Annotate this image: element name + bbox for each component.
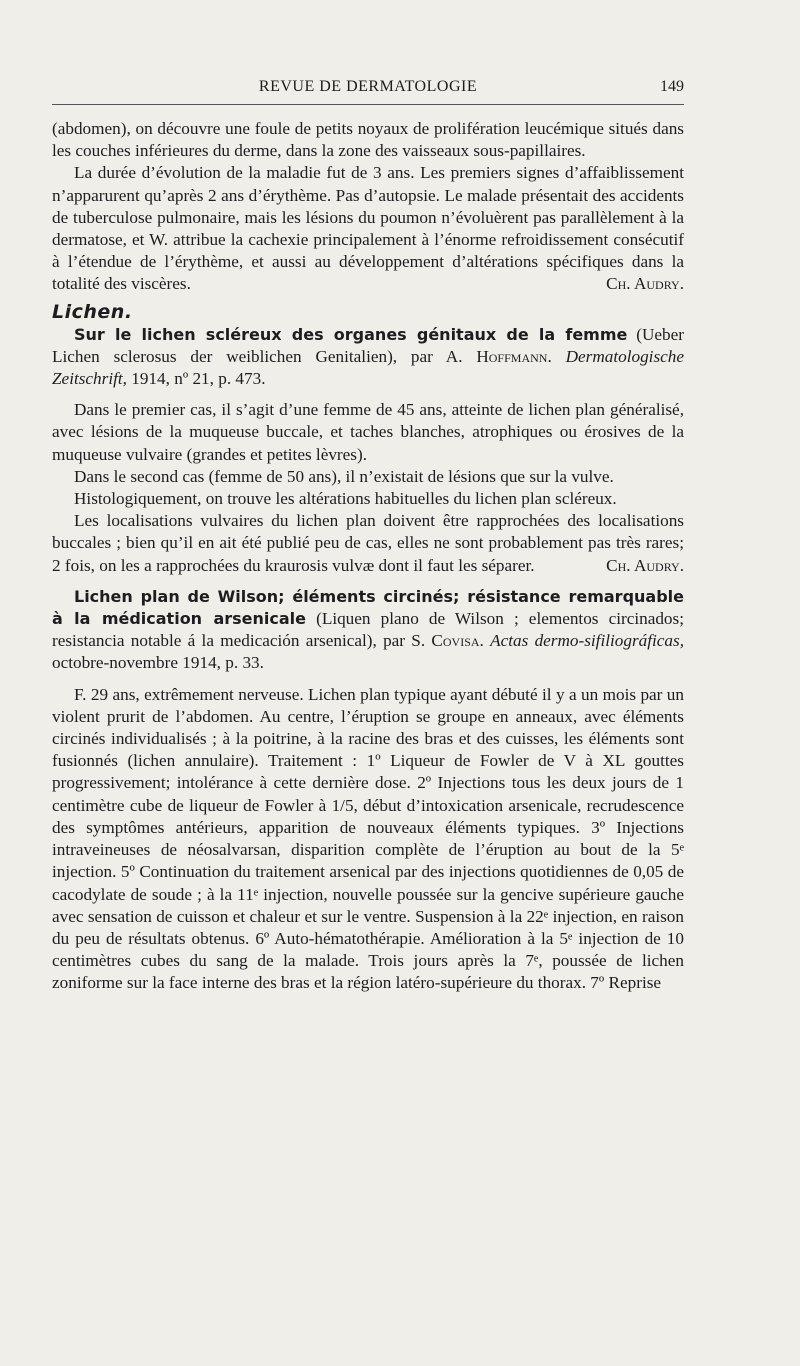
header-rule xyxy=(52,104,684,105)
author-name: Hoffmann xyxy=(476,346,548,366)
signature: Ch. Audry. xyxy=(606,555,684,575)
journal-name: Actas dermo-sifiliográficas, xyxy=(490,631,685,651)
page-header xyxy=(52,78,684,102)
paragraph xyxy=(52,162,684,295)
article-citation xyxy=(52,586,684,675)
paragraph xyxy=(52,510,684,577)
article-title: Lichen plan de Wilson; éléments circinés; résistance remarquable à la médication arsenicale xyxy=(52,586,684,629)
citation-ref: octobre-novembre 1914, p. 33. xyxy=(52,653,264,673)
section-heading: Lichen. xyxy=(52,300,133,323)
paragraph-text: La durée d’évolution de la maladie fut de 3 ans. Les premiers signes d’affaiblissement n’apparurent qu’après 2 ans d’érythème. Pas d’autopsie. Le malade présentait des accidents de tuberculose pulmonaire, mais les lésions du poumon n’évoluèrent pas parallèlement à la dermatose, et W. attribue la cachexie principalement à l’énorme refroidissement consécutif à l’étendue de l’érythème, et aussi au développement d’altérations spécifiques dans la totalité des viscères. xyxy=(52,163,684,294)
citation-text: (Ueber Lichen sclerosus der weiblichen Genitalien), par A. xyxy=(52,324,684,366)
paragraph: Histologiquement, on trouve les altérations habituelles du lichen plan scléreux. xyxy=(74,489,617,509)
article-citation xyxy=(52,324,684,391)
page-number: 149 xyxy=(660,78,684,95)
author-name: Covisa xyxy=(431,631,480,651)
running-title: REVUE DE DERMATOLOGIE xyxy=(258,78,478,95)
paragraph: (abdomen), on découvre une foule de petits noyaux de prolifération leucémique situés dans les couches inférieures du derme, dans la zone des vaisseaux sous-papillaires. xyxy=(52,119,684,161)
paragraph: Dans le second cas (femme de 50 ans), il n’existait de lésions que sur la vulve. xyxy=(74,466,614,486)
citation-punct: . xyxy=(479,631,491,651)
citation-text: (Liquen plano de Wilson ; elementos circinados; resistancia notable á la medicación arsenical), par S. xyxy=(52,609,684,651)
article-title: Sur le lichen scléreux des organes génitaux de la femme xyxy=(74,324,628,344)
citation-ref: 1914, nº 21, p. 473. xyxy=(126,369,266,389)
journal-name: Dermatologische Zeitschrift, xyxy=(52,346,684,389)
signature: Ch. Audry. xyxy=(606,274,684,294)
paragraph: Dans le premier cas, il s’agit d’une femme de 45 ans, atteinte de lichen plan généralisé, avec lésions de la muqueuse buccale, et taches blanches, atrophiques ou érosives de la muqueuse vulvaire (grandes et petites lèvres). xyxy=(52,400,684,464)
citation-punct: . xyxy=(547,346,566,366)
paragraph-text: Les localisations vulvaires du lichen plan doivent être rapprochées des localisations buccales ; bien qu’il en ait été publié peu de cas, elles ne sont probablement pas très rares; 2 fois, on les a rapprochées du kraurosis vulvæ dont il faut les séparer. xyxy=(52,511,684,575)
page-body xyxy=(52,118,684,995)
paragraph: F. 29 ans, extrêmement nerveuse. Lichen plan typique ayant débuté il y a un mois par un violent prurit de l’abdomen. Au centre, l’éruption se groupe en anneaux, avec éléments circinés individualisés ; à la poitrine, à la racine des bras et des cuisses, les éléments sont fusionnés (lichen annulaire). Traitement : 1º Liqueur de Fowler de V à XL gouttes progressivement; intolérance à cette dernière dose. 2º Injections tous les deux jours de 1 centimètre cube de liqueur de Fowler à 1/5, début d’intoxication arsenicale, recrudescence des symptômes antérieurs, apparition de nouveaux éléments typiques. 3º Injections intraveineuses de néosalvarsan, disparition complète de l’éruption au bout de la 5ᵉ injection. 5º Continuation du traitement arsenical par des injections quotidiennes de 0,05 de cacodylate de soude ; à la 11ᵉ injection, nouvelle poussée sur la gencive supérieure gauche avec sensation de cuisson et chaleur et sur le ventre. Suspension à la 22ᵉ injection, en raison du peu de résultats obtenus. 6º Auto-hématothérapie. Amélioration à la 5ᵉ injection de 10 centimètres cubes du sang de la malade. Trois jours après la 7ᵉ, poussée de lichen zoniforme sur la face interne des bras et la région latéro-supérieure du thorax. 7º Reprise xyxy=(52,684,684,993)
